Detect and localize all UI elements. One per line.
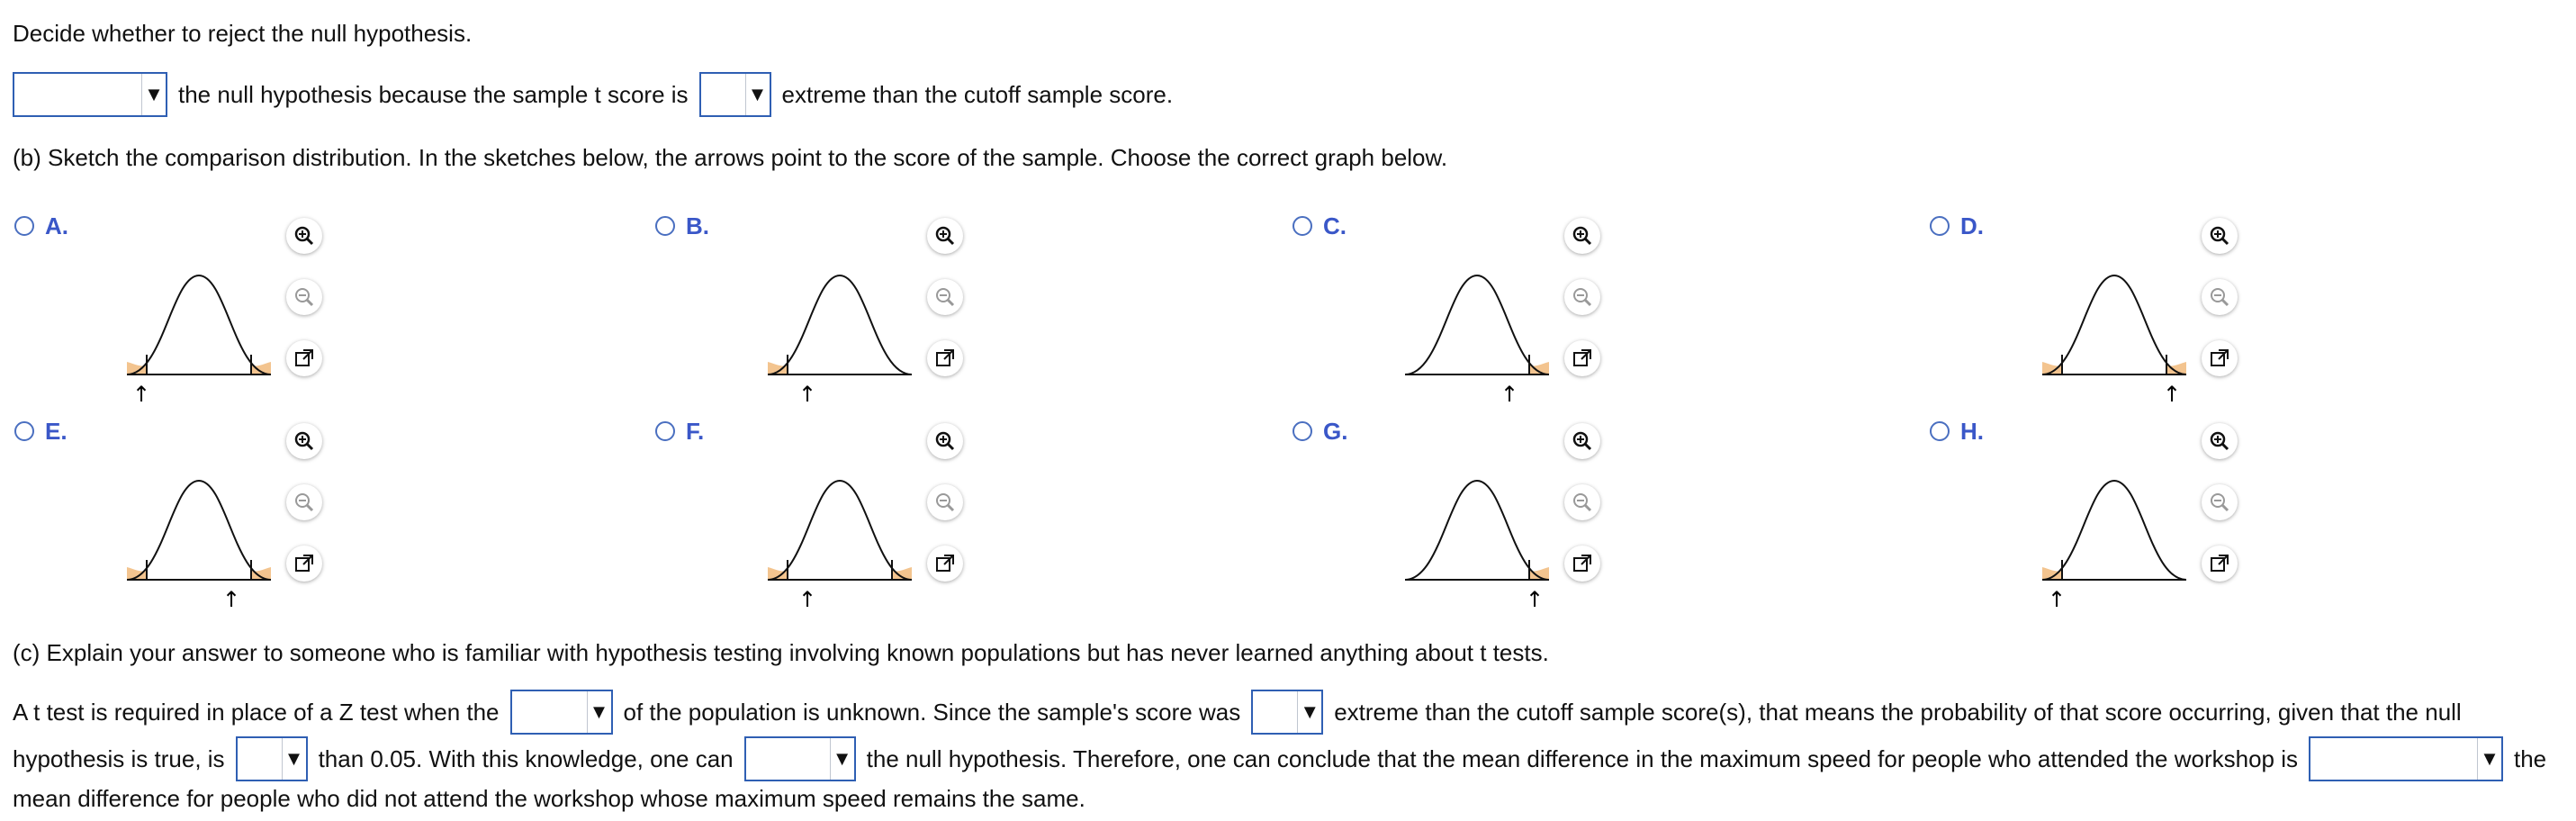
null-decision-dropdown[interactable] xyxy=(744,736,856,781)
open-new-window-button[interactable] xyxy=(1564,546,1600,582)
option-f xyxy=(655,418,1123,612)
option-b xyxy=(655,212,1123,407)
zoom-out-icon xyxy=(294,287,314,307)
chevron-down-icon: ▼ xyxy=(2477,738,2501,780)
normal-curve xyxy=(2042,481,2186,580)
zoom-in-button[interactable] xyxy=(286,218,322,254)
zoom-in-button[interactable] xyxy=(286,423,322,459)
zoom-in-icon xyxy=(935,431,955,451)
chevron-down-icon: ▼ xyxy=(282,738,306,780)
option-label[interactable]: C. xyxy=(1323,212,1347,239)
open-new-window-icon xyxy=(294,348,314,368)
part-a-text-end: extreme than the cutoff sample score. xyxy=(781,81,1174,108)
distribution-graph xyxy=(2038,239,2191,410)
zoom-in-button[interactable] xyxy=(1564,218,1600,254)
radio-button[interactable] xyxy=(14,216,34,236)
distribution-graph xyxy=(122,445,275,616)
zoom-in-icon xyxy=(294,226,314,246)
option-label[interactable]: H. xyxy=(1960,418,1984,445)
open-new-window-icon xyxy=(1572,554,1592,573)
sample-score-arrow: ↑ xyxy=(2047,587,2067,612)
zoom-out-button[interactable] xyxy=(286,484,322,520)
part-c-text-1: A t test is required in place of a Z test when the xyxy=(13,699,500,726)
distribution-graph xyxy=(763,239,916,410)
option-h xyxy=(1930,418,2398,612)
open-new-window-button[interactable] xyxy=(927,546,963,582)
part-c-text-8: mean difference for people who did not attend the workshop whose maximum speed remains the same. xyxy=(13,785,1085,812)
zoom-in-button[interactable] xyxy=(2202,218,2238,254)
part-c-line-1 xyxy=(13,690,2462,735)
open-new-window-icon xyxy=(294,554,314,573)
option-label[interactable]: A. xyxy=(45,212,68,239)
sample-extremeness-dropdown[interactable] xyxy=(1251,690,1323,735)
normal-curve xyxy=(768,481,912,580)
option-c xyxy=(1293,212,1761,407)
open-new-window-icon xyxy=(935,554,955,573)
radio-button[interactable] xyxy=(1293,216,1312,236)
option-label[interactable]: E. xyxy=(45,418,68,445)
zoom-in-icon xyxy=(2210,431,2229,451)
part-c-text-6: the null hypothesis. Therefore, one can conclude that the mean difference in the maximum speed for people who attended the workshop is xyxy=(866,745,2298,772)
zoom-out-button[interactable] xyxy=(1564,484,1600,520)
open-new-window-button[interactable] xyxy=(1564,340,1600,376)
part-a-sentence xyxy=(13,72,1173,117)
zoom-in-button[interactable] xyxy=(927,423,963,459)
zoom-out-icon xyxy=(2210,492,2229,512)
option-label[interactable]: D. xyxy=(1960,212,1984,239)
open-new-window-button[interactable] xyxy=(927,340,963,376)
zoom-out-button[interactable] xyxy=(2202,484,2238,520)
distribution-graph xyxy=(2038,445,2191,616)
part-c-heading: (c) Explain your answer to someone who is familiar with hypothesis testing involving known populations but has never learned anything about t tests. xyxy=(13,639,1549,666)
normal-curve xyxy=(2042,275,2186,374)
parameter-dropdown[interactable] xyxy=(510,690,613,735)
zoom-out-button[interactable] xyxy=(927,279,963,315)
open-new-window-button[interactable] xyxy=(2202,340,2238,376)
sample-score-arrow: ↑ xyxy=(221,587,241,612)
zoom-out-icon xyxy=(935,287,955,307)
chevron-down-icon: ▼ xyxy=(141,74,166,115)
zoom-out-button[interactable] xyxy=(927,484,963,520)
normal-curve xyxy=(127,481,271,580)
part-c-text-4: hypothesis is true, is xyxy=(13,745,225,772)
option-e xyxy=(14,418,482,612)
chevron-down-icon: ▼ xyxy=(745,74,770,115)
radio-button[interactable] xyxy=(655,421,675,441)
part-c-text-3: extreme than the cutoff sample score(s), that means the probability of that score occurring, given that the null xyxy=(1334,699,2462,726)
radio-button[interactable] xyxy=(14,421,34,441)
chevron-down-icon: ▼ xyxy=(1297,691,1321,733)
zoom-in-button[interactable] xyxy=(2202,423,2238,459)
option-a xyxy=(14,212,482,407)
zoom-out-icon xyxy=(2210,287,2229,307)
zoom-out-icon xyxy=(1572,287,1592,307)
distribution-graph xyxy=(1401,445,1554,616)
zoom-in-icon xyxy=(1572,226,1592,246)
sample-score-arrow: ↑ xyxy=(131,382,151,407)
part-c-text-2: of the population is unknown. Since the sample's score was xyxy=(623,699,1241,726)
zoom-out-button[interactable] xyxy=(286,279,322,315)
open-new-window-button[interactable] xyxy=(2202,546,2238,582)
zoom-in-icon xyxy=(2210,226,2229,246)
option-label[interactable]: B. xyxy=(686,212,709,239)
normal-curve xyxy=(1405,275,1549,374)
sample-score-arrow: ↑ xyxy=(797,587,817,612)
normal-curve xyxy=(127,275,271,374)
sample-score-arrow: ↑ xyxy=(2162,382,2182,407)
radio-button[interactable] xyxy=(1930,216,1950,236)
part-c-text-7: the xyxy=(2514,745,2547,772)
part-c-text-5: than 0.05. With this knowledge, one can xyxy=(318,745,734,772)
zoom-out-icon xyxy=(294,492,314,512)
radio-button[interactable] xyxy=(1930,421,1950,441)
zoom-in-icon xyxy=(1572,431,1592,451)
part-a-heading: Decide whether to reject the null hypothesis. xyxy=(13,20,473,47)
open-new-window-icon xyxy=(2210,348,2229,368)
comparison-dropdown[interactable] xyxy=(2309,736,2503,781)
part-b-instruction: (b) Sketch the comparison distribution. In the sketches below, the arrows point to the score of the sample. Choose the correct graph below. xyxy=(13,144,1448,171)
zoom-in-button[interactable] xyxy=(927,218,963,254)
option-d xyxy=(1930,212,2398,407)
open-new-window-icon xyxy=(935,348,955,368)
zoom-in-icon xyxy=(294,431,314,451)
decision-dropdown[interactable] xyxy=(13,72,167,117)
zoom-out-icon xyxy=(1572,492,1592,512)
extremeness-dropdown[interactable] xyxy=(699,72,771,117)
part-a-text-mid: the null hypothesis because the sample t score is xyxy=(178,81,689,108)
normal-curve xyxy=(1405,481,1549,580)
part-c-line-2 xyxy=(13,736,2546,781)
radio-button[interactable] xyxy=(1293,421,1312,441)
probability-dropdown[interactable] xyxy=(236,736,308,781)
chevron-down-icon: ▼ xyxy=(587,691,611,733)
zoom-out-button[interactable] xyxy=(2202,279,2238,315)
open-new-window-button[interactable] xyxy=(286,546,322,582)
option-g xyxy=(1293,418,1761,612)
sample-score-arrow: ↑ xyxy=(797,382,817,407)
normal-curve xyxy=(768,275,912,374)
open-new-window-button[interactable] xyxy=(286,340,322,376)
zoom-in-button[interactable] xyxy=(1564,423,1600,459)
distribution-graph xyxy=(1401,239,1554,410)
sample-score-arrow: ↑ xyxy=(1500,382,1519,407)
zoom-out-button[interactable] xyxy=(1564,279,1600,315)
radio-button[interactable] xyxy=(655,216,675,236)
open-new-window-icon xyxy=(1572,348,1592,368)
distribution-graph xyxy=(122,239,275,410)
open-new-window-icon xyxy=(2210,554,2229,573)
option-label[interactable]: F. xyxy=(686,418,705,445)
zoom-in-icon xyxy=(935,226,955,246)
chevron-down-icon: ▼ xyxy=(830,738,854,780)
option-label[interactable]: G. xyxy=(1323,418,1348,445)
zoom-out-icon xyxy=(935,492,955,512)
sample-score-arrow: ↑ xyxy=(1525,587,1545,612)
distribution-graph xyxy=(763,445,916,616)
